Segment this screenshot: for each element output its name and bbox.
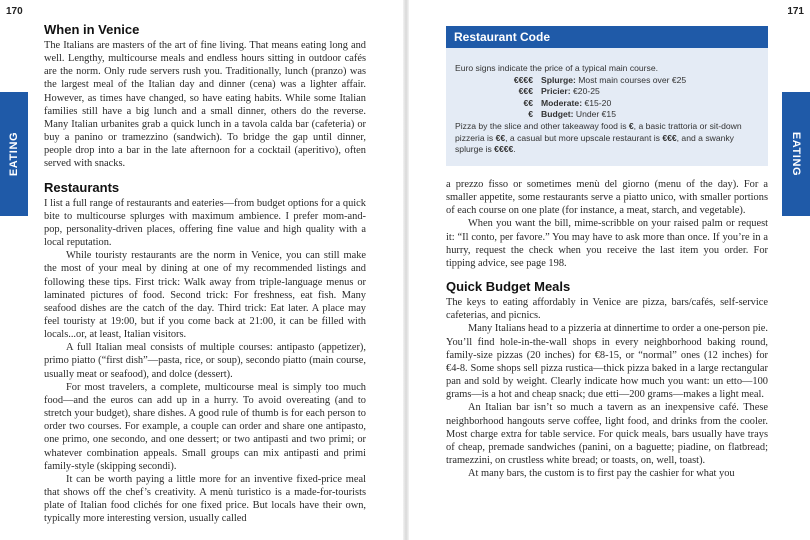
note-symbol: €€: [495, 132, 506, 143]
note-symbol: €€€€: [494, 144, 514, 155]
paragraph: a prezzo fisso or sometimes menù del giorno (menu of the day). For a smaller appetite, some restaurants serve a piatto unico, with smaller portions of each course on one plate (for instance, a meat, starch, and vegetable).: [446, 179, 768, 217]
paragraph: The keys to eating affordably in Venice are pizza, bars/cafés, self-service cafeterias, and picnics.: [446, 297, 768, 322]
paragraph: At many bars, the custom is to first pay the cashier for what you: [468, 468, 735, 480]
paragraph: When you want the bill, mime-scribble on your raised palm or request it: “Il conto, per favore.” You may have to ask more than once. If you’re in a hurry, request the check when you receive the last item you order. For tipping advice, see page 198.: [446, 218, 768, 269]
restaurant-code-title: Restaurant Code: [454, 30, 551, 44]
price-tier-row: [455, 98, 761, 110]
price-tier-row: [455, 109, 761, 121]
section-tab-label: EATING: [8, 131, 20, 177]
tier-desc: Most main courses over €25: [578, 74, 687, 85]
price-note: [455, 121, 761, 156]
note-text: , a basic trattoria or sit-down pizzeria is: [455, 120, 742, 143]
book-gutter: [403, 0, 409, 540]
note-text: , a casual but more upscale restaurant is: [505, 132, 663, 143]
heading-when-in-venice: When in Venice: [44, 22, 140, 37]
price-tier-row: [455, 86, 761, 98]
page-number-right: 171: [787, 6, 804, 17]
tier-label: Moderate:: [541, 97, 583, 108]
section-tab-label: EATING: [790, 131, 802, 177]
price-intro: Euro signs indicate the price of a typical main course.: [455, 63, 659, 73]
section-tab-right: [782, 92, 810, 216]
note-symbol: €: [628, 120, 634, 131]
paragraph: Many Italians head to a pizzeria at dinnertime to order a one-person pie. You’ll find hole-in-the-wall shops in every neighborhood baking round, family-size pizzas (20 inches) for €8-15, or “normal” ones (12 inches) for €4-8. Some shops sell pizza rustica—thick pizza baked in a large rectangular pan and sold by weight. Clearly indicate how much you want: un etto—100 grams—is a hot and cheap snack; due etti—200 grams—makes a light meal.: [446, 323, 768, 401]
paragraph: While touristy restaurants are the norm in Venice, you can still make the most of your meal by dining at one of my recommended listings and following these tips. First trick: Walk away from triple-language menus or laminated pictures of food. Second trick: For freshness, eat fish. Many seafood dishes are the catch of the day. Third trick: Eat later. A place may feel touristy at 19:00, but if you come back at 21:00, it can be filled with locals...or, at least, Italian visitors.: [44, 250, 366, 341]
paragraph: I list a full range of restaurants and eateries—from budget options for a quick bite to multicourse splurges with maximum ambience. I prefer mom-and-pop, personality-driven places, offering fine value and high quality with a local reputation.: [44, 197, 366, 249]
note-text: , and a swanky splurge is: [455, 132, 734, 155]
heading-restaurants: Restaurants: [44, 179, 120, 195]
right-page-text: [446, 178, 768, 480]
tier-desc: €15-20: [584, 97, 612, 108]
tier-desc: €20-25: [573, 86, 600, 97]
page-number-left: 170: [6, 6, 23, 17]
paragraph: The Italians are masters of the art of fine living. That means eating long and well. Lengthy, multicourse meals and endless hours sitting in outdoor cafés are the norm. Only rude servers rush you. Traditionally, lunch (pranzo) was the largest meal of the Italian day and dinner (cena) was a lighter affair. However, as times have changed, so have eating habits. While some Italian families still have a big lunch and a small dinner, others do the reverse. Many Italian urbanites grab a quick lunch in a tavola calda bar (cafeteria) or buy a panino or tramezzino (sandwich). To bridge the gap until dinner, people drop into a bar in the late afternoon for a cocktail (aperitivo), often served with snacks.: [44, 40, 366, 170]
tier-label: Budget:: [541, 109, 574, 120]
note-symbol: €€€: [662, 132, 677, 143]
paragraph: It can be worth paying a little more for an inventive fixed-price meal that shows off the chef’s creativity. A menù turistico is a made-for-tourists plate of Italian food clichés for one fixed price. But locals have their own, typically more interesting version, usually called: [44, 473, 366, 525]
note-text: .: [513, 144, 516, 155]
heading-quick-budget-meals: Quick Budget Meals: [446, 279, 571, 295]
euro-symbol: €€€€: [513, 74, 533, 85]
euro-symbol: €€: [523, 97, 533, 108]
euro-symbol: €: [528, 109, 533, 120]
paragraph: A full Italian meal consists of multiple courses: antipasto (appetizer), primo piatto (“first dish”—pasta, rice, or soup), secondo piatto (main course, usually meat or seafood), and dolce (dessert).: [44, 342, 366, 380]
tier-label: Pricier:: [541, 86, 571, 97]
left-page-text: [44, 22, 366, 525]
section-tab-left: [0, 92, 28, 216]
paragraph: For most travelers, a complete, multicourse meal is simply too much food—and the euros can add up in a hurry. To avoid overeating (and to stretch your budget), share dishes. A good rule of thumb is for each person to order two courses. For example, a couple can order and share one antipasto, one primo, one secondo, and one dessert; or two antipasti and two primi; or whatever combination appeals. Small groups can mix antipasti and primi family-style (skipping secondi).: [44, 381, 366, 472]
restaurant-code-body: [455, 63, 761, 156]
paragraph: An Italian bar isn’t so much a tavern as an inexpensive café. These neighborhood hangouts serve coffee, light food, and drinks from the cooler. Most charge extra for table service. For quick meals, bars usually have trays of cheap, premade sandwiches (panini, on a baguette; piadine, on flatbread; tramezzini, on crustless white bread; or toasts, on, well, toast).: [446, 402, 768, 466]
tier-desc: Under €15: [575, 109, 616, 120]
tier-label: Splurge:: [541, 74, 576, 85]
price-tier-row: [455, 75, 761, 87]
note-text: Pizza by the slice and other takeaway food is: [455, 120, 629, 131]
euro-symbol: €€€: [518, 86, 533, 97]
